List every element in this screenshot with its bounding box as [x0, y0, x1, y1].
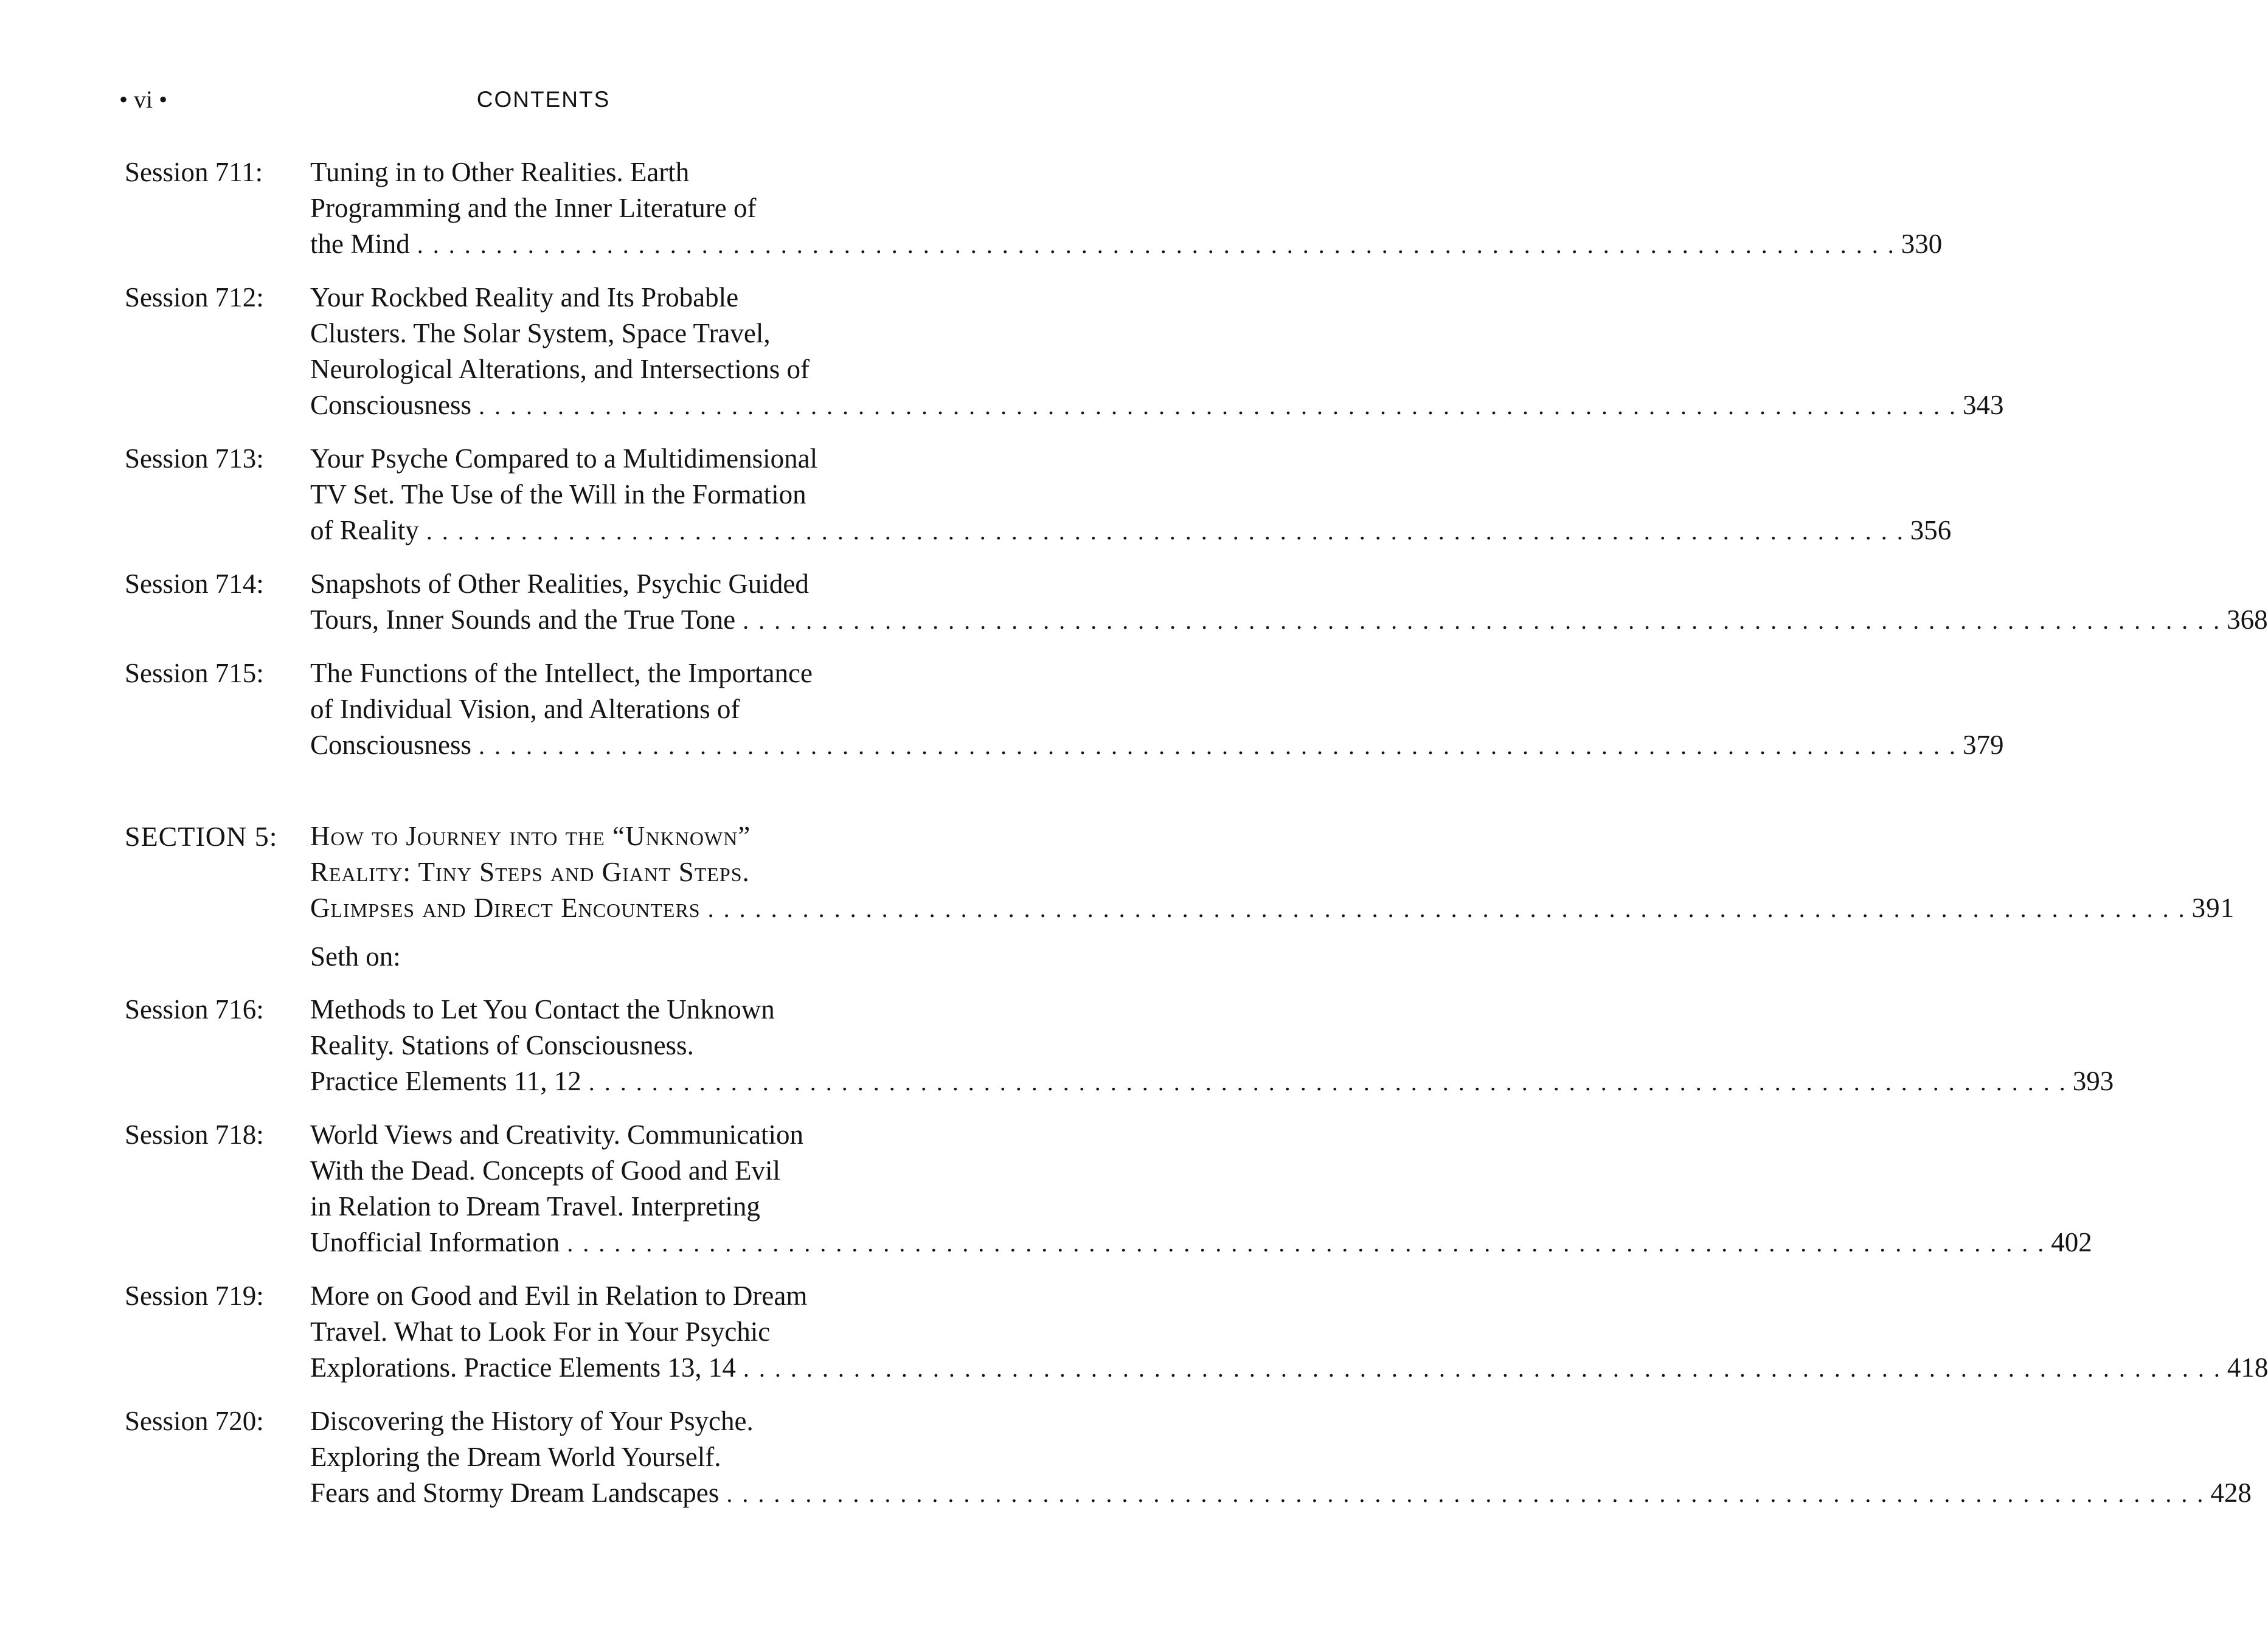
title-line: Explorations. Practice Elements 13, 14: [310, 1352, 736, 1383]
title-last-line: [310, 602, 2268, 638]
running-head: CONTENTS: [476, 87, 611, 112]
title-line: Travel. What to Look For in Your Psychic: [310, 1316, 771, 1347]
title-line: Fears and Stormy Dream Landscapes: [310, 1478, 720, 1508]
page-number: 428: [2210, 1478, 2252, 1508]
title-line: World Views and Creativity. Communication: [310, 1119, 804, 1150]
title-last-line: [310, 1350, 2268, 1386]
session-label: Session 715:: [125, 658, 264, 688]
page-number: 402: [2051, 1227, 2092, 1257]
toc-entry-session-716: [125, 992, 2114, 1100]
title-line: TV Set. The Use of the Will in the Formation: [310, 479, 806, 510]
title-line: Clusters. The Solar System, Space Travel,: [310, 318, 771, 348]
page-number: 418: [2227, 1352, 2268, 1383]
table-of-contents: [125, 154, 2268, 1512]
page-number: 343: [1963, 390, 2004, 420]
dot-leader: [479, 728, 1955, 764]
title-line: Exploring the Dream World Yourself.: [310, 1442, 721, 1472]
dot-leader: [708, 891, 2185, 927]
entry-title: [310, 655, 2004, 764]
entry-title: [310, 992, 2114, 1100]
title-last-line: [310, 1475, 2252, 1512]
toc-entry-session-720: [125, 1403, 2252, 1512]
dot-leader: [426, 513, 1903, 549]
session-label: Session 712:: [125, 282, 264, 313]
dot-leader: [417, 227, 1894, 263]
toc-entry-session-713: [125, 441, 1952, 549]
title-line: Your Psyche Compared to a Multidimensional: [310, 443, 818, 474]
title-line: Programming and the Inner Literature of: [310, 193, 757, 223]
title-line: Methods to Let You Contact the Unknown: [310, 994, 775, 1025]
page-number: 379: [1963, 730, 2004, 760]
toc-entry-session-712: [125, 280, 2004, 424]
title-last-line: [310, 387, 2004, 424]
toc-entry-session-711: [125, 154, 1943, 263]
entry-title: [310, 154, 1942, 263]
page-number: 330: [1901, 229, 1943, 259]
title-line: Practice Elements 11, 12: [310, 1066, 581, 1096]
session-label: Session 713:: [125, 443, 264, 474]
page-number: 368: [2227, 604, 2268, 635]
toc-entry-section-5: [125, 818, 2235, 927]
session-label: Session 716:: [125, 994, 264, 1025]
entry-title: [310, 1403, 2252, 1512]
title-line: of Individual Vision, and Alterations of: [310, 694, 740, 724]
title-line: Glimpses and Direct Encounters: [310, 893, 701, 923]
dot-leader: [479, 388, 1955, 424]
title-line: Tuning in to Other Realities. Earth: [310, 157, 690, 187]
page-number-folio: • vi •: [119, 86, 168, 113]
title-line: Your Rockbed Reality and Its Probable: [310, 282, 739, 313]
title-last-line: [310, 1225, 2092, 1261]
title-last-line: [310, 727, 2004, 764]
title-line: in Relation to Dream Travel. Interpreting: [310, 1191, 760, 1222]
dot-leader: [726, 1476, 2203, 1512]
title-last-line: [310, 890, 2235, 927]
title-line: of Reality: [310, 515, 419, 545]
title-line: Snapshots of Other Realities, Psychic Guided: [310, 569, 809, 599]
session-label: Session 720:: [125, 1406, 264, 1436]
section-label: SECTION 5:: [125, 821, 278, 852]
page-number: 391: [2191, 893, 2235, 923]
title-last-line: [310, 513, 1951, 549]
section-title: [310, 818, 2235, 927]
entry-title: [310, 280, 2004, 424]
dot-leader: [567, 1225, 2044, 1261]
title-line: More on Good and Evil in Relation to Dream: [310, 1281, 808, 1311]
page-header: [0, 81, 1087, 118]
title-line: Tours, Inner Sounds and the True Tone: [310, 604, 736, 635]
toc-entry-session-714: [125, 566, 2268, 638]
toc-entry-session-718: [125, 1117, 2092, 1261]
toc-entry-session-719: [125, 1278, 2268, 1386]
dot-leader: [743, 1350, 2220, 1386]
session-label: Session 718:: [125, 1119, 264, 1150]
title-line: the Mind: [310, 229, 410, 259]
page-number: 356: [1910, 515, 1952, 545]
session-label: Session 711:: [125, 157, 263, 187]
title-line: Unofficial Information: [310, 1227, 560, 1257]
title-line: Reality. Stations of Consciousness.: [310, 1030, 694, 1060]
page-number: 393: [2072, 1066, 2114, 1096]
title-line: The Functions of the Intellect, the Importance: [310, 658, 813, 688]
entry-title: [310, 1117, 2092, 1261]
dot-leader: [743, 603, 2219, 638]
title-line: Consciousness: [310, 390, 472, 420]
entry-title: [310, 566, 2268, 638]
title-line: With the Dead. Concepts of Good and Evil: [310, 1155, 781, 1186]
entry-title: [310, 1278, 2268, 1386]
dot-leader: [589, 1064, 2065, 1100]
toc-entry-session-715: [125, 655, 2004, 764]
title-line: Neurological Alterations, and Intersections of: [310, 354, 810, 384]
seth-on-subheading: Seth on:: [310, 941, 401, 972]
title-line: How to Journey into the “Unknown”: [310, 821, 751, 851]
title-last-line: [310, 1063, 2114, 1100]
entry-title: [310, 441, 1951, 549]
title-line: Reality: Tiny Steps and Giant Steps.: [310, 857, 750, 887]
session-label: Session 714:: [125, 569, 264, 599]
session-label: Session 719:: [125, 1281, 264, 1311]
title-line: Discovering the History of Your Psyche.: [310, 1406, 754, 1436]
title-line: Consciousness: [310, 730, 472, 760]
title-last-line: [310, 226, 1942, 263]
